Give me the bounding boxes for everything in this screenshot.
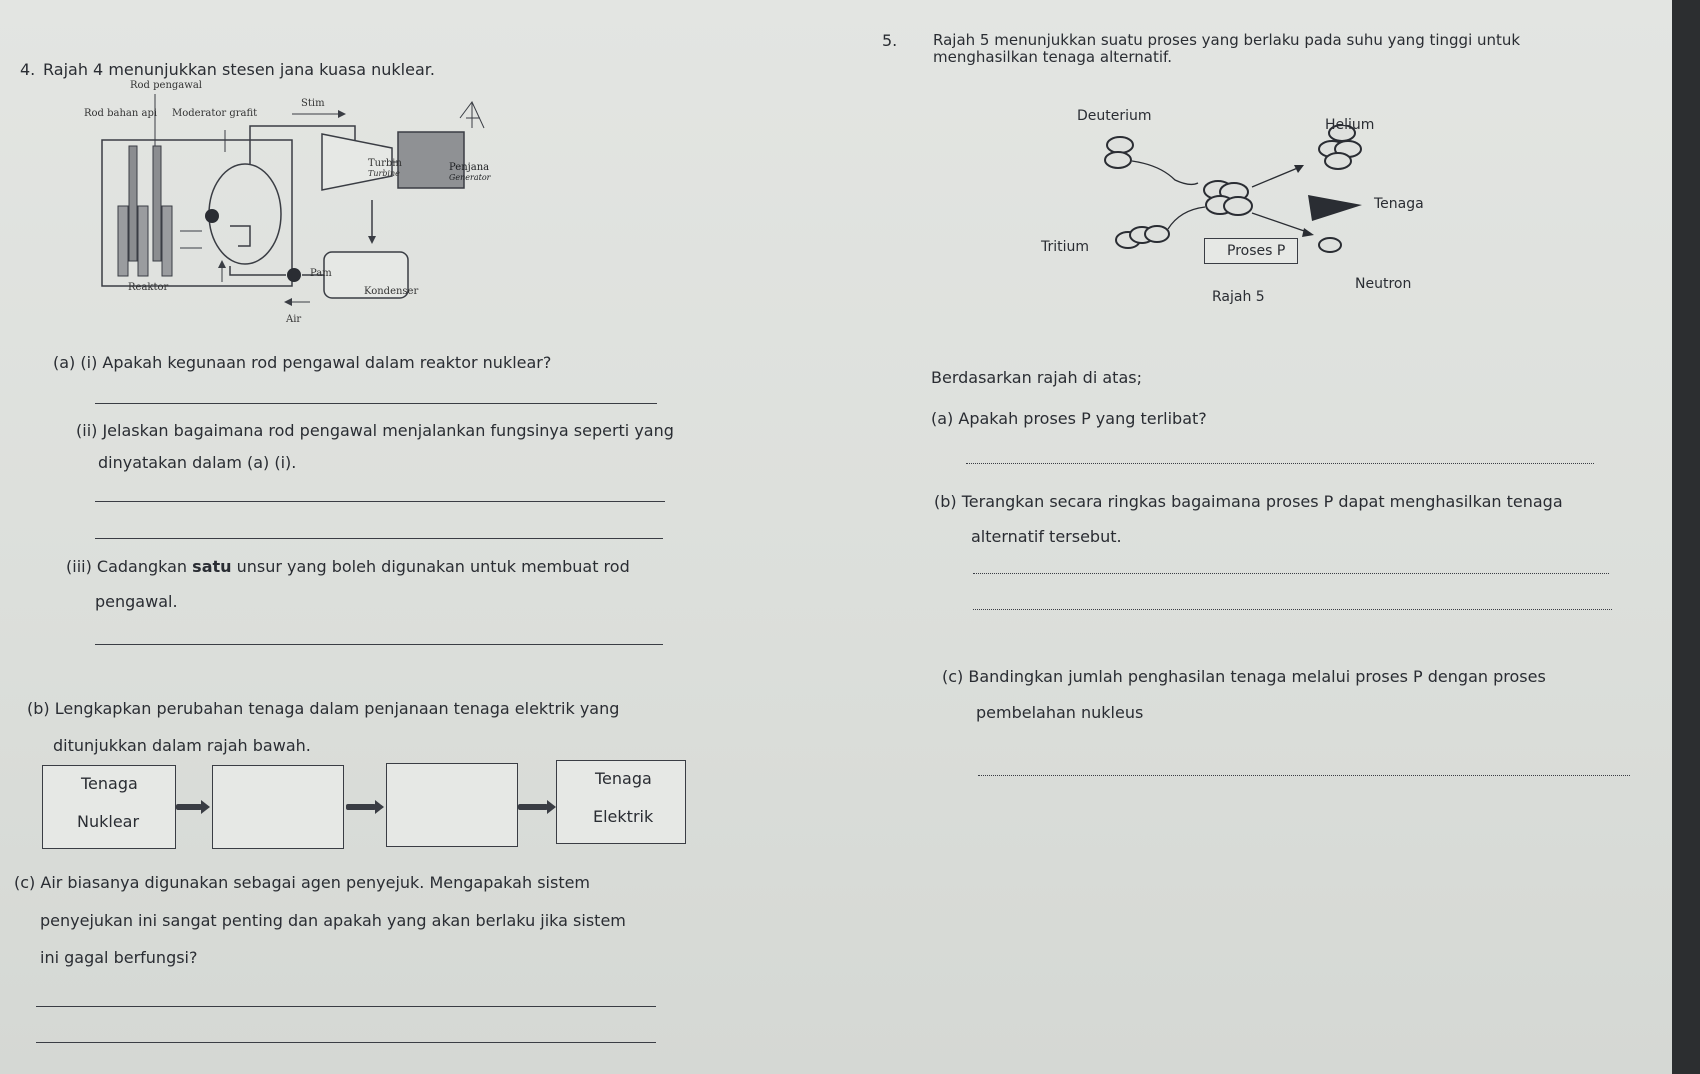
q4a-i: (a) (i) Apakah kegunaan rod pengawal dalam reaktor nuklear?: [53, 353, 552, 372]
q5-intro: Berdasarkan rajah di atas;: [931, 368, 1142, 387]
energy-arrow: [1308, 195, 1362, 221]
answer-line[interactable]: [973, 573, 1609, 574]
fuel-rod: [118, 206, 128, 276]
label-tenaga: Tenaga: [1374, 196, 1424, 212]
tritium-particle: [1145, 226, 1169, 242]
label-generator: Generator: [449, 173, 491, 182]
q4a-iii-line1: (iii) Cadangkan satu unsur yang boleh digunakan untuk membuat rod: [66, 557, 630, 576]
q5c-line2: pembelahan nukleus: [976, 703, 1144, 722]
q4a-ii-line2: dinyatakan dalam (a) (i).: [98, 453, 297, 472]
answer-line[interactable]: [95, 538, 663, 539]
q4a-ii-line1: (ii) Jelaskan bagaimana rod pengawal menjalankan fungsinya seperti yang: [76, 421, 674, 440]
pylon-icon: [460, 102, 484, 128]
label-tritium: Tritium: [1041, 239, 1090, 255]
fuel-rod: [138, 206, 148, 276]
coil-pipe: [230, 226, 250, 246]
q5c-line1: (c) Bandingkan jumlah penghasilan tenaga melalui proses P dengan proses: [942, 667, 1546, 686]
answer-line[interactable]: [966, 463, 1594, 464]
label-kondenser: Kondenser: [364, 286, 419, 297]
fused-nucleus: [1224, 197, 1252, 215]
q5b-line1: (b) Terangkan secara ringkas bagaimana proses P dapat menghasilkan tenaga: [934, 492, 1563, 511]
label-rod-bahan-api: Rod bahan api: [84, 108, 158, 119]
answer-line[interactable]: [36, 1006, 656, 1007]
control-rod: [129, 146, 137, 261]
flow-box-blank-1[interactable]: [212, 765, 344, 849]
answer-line[interactable]: [95, 403, 657, 404]
pump: [287, 268, 301, 282]
deuterium-particle: [1105, 152, 1131, 168]
figure-caption: Rajah 5: [1212, 289, 1265, 305]
q4a-iii-line2: pengawal.: [95, 592, 178, 611]
q4b-line2: ditunjukkan dalam rajah bawah.: [53, 736, 311, 755]
heat-exchanger: [209, 164, 281, 264]
neutron-particle: [1319, 238, 1341, 252]
q5b-line2: alternatif tersebut.: [971, 527, 1122, 546]
label-helium: Helium: [1325, 117, 1375, 133]
label-moderator: Moderator grafit: [172, 108, 258, 119]
deuterium-particle: [1107, 137, 1133, 153]
q5a: (a) Apakah proses P yang terlibat?: [931, 409, 1207, 428]
tritium-path: [1168, 207, 1205, 229]
label-pam: Pam: [310, 268, 332, 279]
helium-particle: [1325, 153, 1351, 169]
q4b-line1: (b) Lengkapkan perubahan tenaga dalam penjanaan tenaga elektrik yang: [27, 699, 620, 718]
q5-title-line1: Rajah 5 menunjukkan suatu proses yang berlaku pada suhu yang tinggi untuk: [933, 31, 1521, 49]
label-neutron: Neutron: [1355, 276, 1412, 292]
label-air: Air: [286, 314, 302, 325]
q4c-line2: penyejukan ini sangat penting dan apakah yang akan berlaku jika sistem: [40, 911, 626, 930]
proses-p-box: Proses P: [1204, 238, 1298, 264]
coolant-pump-dot: [205, 209, 219, 223]
flow-box-blank-2[interactable]: [386, 763, 518, 847]
q4-title: Rajah 4 menunjukkan stesen jana kuasa nuklear.: [43, 60, 435, 79]
flow-arrow: [518, 804, 548, 810]
q4c-line1: (c) Air biasanya digunakan sebagai agen penyejuk. Mengapakah sistem: [14, 873, 591, 892]
label-deuterium: Deuterium: [1077, 108, 1152, 124]
flow-arrow: [346, 804, 376, 810]
answer-line[interactable]: [95, 644, 663, 645]
answer-line[interactable]: [36, 1042, 656, 1043]
q5-title-line2: menghasilkan tenaga alternatif.: [933, 48, 1172, 66]
fuel-rod: [162, 206, 172, 276]
answer-line[interactable]: [95, 501, 665, 502]
label-penjana: Penjana: [449, 162, 490, 173]
label-turbine: Turbine: [368, 169, 400, 178]
q5-number: 5.: [882, 31, 898, 50]
flow-box-nuclear: Tenaga Nuklear: [42, 765, 176, 849]
flow-arrow: [176, 804, 202, 810]
control-rod: [153, 146, 161, 261]
deuterium-path: [1132, 161, 1198, 184]
label-reaktor: Reaktor: [128, 282, 169, 293]
q4-number: 4.: [20, 60, 36, 79]
flow-box-electric: Tenaga Elektrik: [556, 760, 686, 844]
answer-line[interactable]: [973, 609, 1612, 610]
q4c-line3: ini gagal berfungsi?: [40, 948, 198, 967]
label-turbin: Turbin: [368, 158, 402, 169]
page-edge: [1672, 0, 1700, 1074]
answer-line[interactable]: [978, 775, 1630, 776]
label-rod-pengawal: Rod pengawal: [130, 80, 202, 91]
label-stim: Stim: [301, 98, 325, 109]
